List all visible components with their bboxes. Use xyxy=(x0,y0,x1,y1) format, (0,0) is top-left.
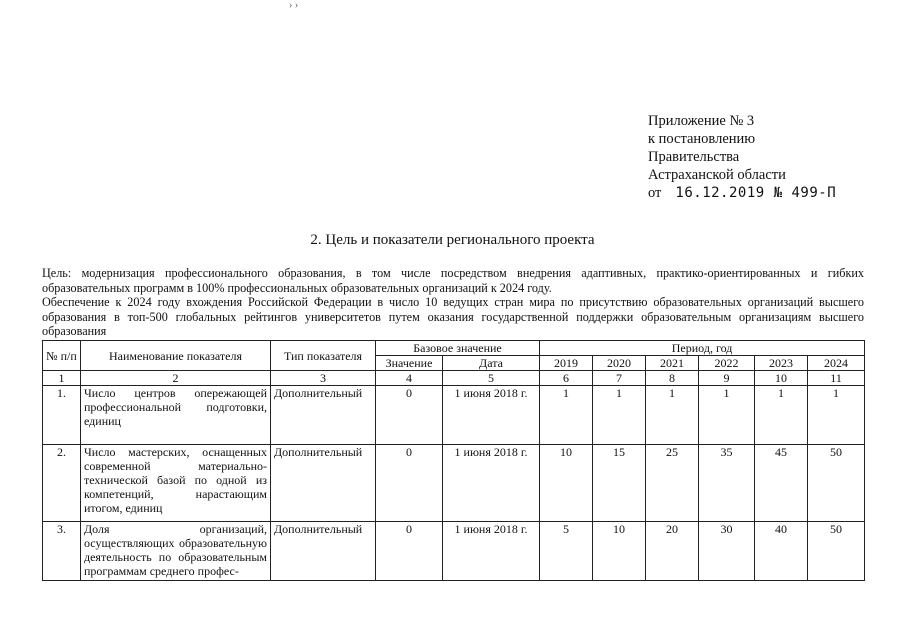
base-value: 0 xyxy=(376,522,443,581)
appendix-line-decree: к постановлению xyxy=(648,131,756,147)
header-date: Дата xyxy=(443,356,540,371)
year-value: 10 xyxy=(593,522,646,581)
appendix-date-number: 16.12.2019 № 499-П xyxy=(675,185,837,201)
column-number: 6 xyxy=(540,371,593,386)
base-value: 0 xyxy=(376,445,443,522)
column-number: 3 xyxy=(271,371,376,386)
appendix-dateline xyxy=(648,184,836,202)
year-value: 15 xyxy=(593,445,646,522)
year-value: 1 xyxy=(808,386,865,445)
year-value: 25 xyxy=(646,445,699,522)
appendix-title: Приложение № 3 xyxy=(648,113,755,129)
goal-paragraph-1: Цель: модернизация профессионального образования, в том числе посредством внедрения адаптивных, практико-ориентированных и гибких образовательных программ в 100% профессиональных образовательных организаций к 2024 году. xyxy=(42,266,864,295)
header-year: 2020 xyxy=(593,356,646,371)
year-value: 50 xyxy=(808,445,865,522)
table-row xyxy=(43,522,865,581)
appendix-line-government: Правительства xyxy=(648,149,740,165)
table-row xyxy=(43,386,865,445)
base-date: 1 июня 2018 г. xyxy=(443,386,540,445)
section-heading: 2. Цель и показатели регионального проекта xyxy=(310,232,595,248)
column-number: 4 xyxy=(376,371,443,386)
column-number: 2 xyxy=(81,371,271,386)
row-number: 1. xyxy=(43,386,81,445)
column-numbers-row xyxy=(43,371,865,386)
appendix-from-label: от xyxy=(648,185,662,201)
indicator-type: Дополнительный xyxy=(271,386,376,445)
header-base-value: Базовое значение xyxy=(376,341,540,356)
base-date: 1 июня 2018 г. xyxy=(443,445,540,522)
header-year: 2023 xyxy=(755,356,808,371)
row-number: 3. xyxy=(43,522,81,581)
year-value: 1 xyxy=(540,386,593,445)
base-value: 0 xyxy=(376,386,443,445)
goal-text xyxy=(42,266,864,339)
year-value: 1 xyxy=(593,386,646,445)
row-number: 2. xyxy=(43,445,81,522)
year-value: 1 xyxy=(646,386,699,445)
column-number: 7 xyxy=(593,371,646,386)
appendix-block xyxy=(648,112,836,202)
header-year: 2024 xyxy=(808,356,865,371)
table-row xyxy=(43,445,865,522)
page-bottom-margin xyxy=(0,596,905,640)
column-number: 10 xyxy=(755,371,808,386)
column-number: 11 xyxy=(808,371,865,386)
year-value: 1 xyxy=(755,386,808,445)
column-number: 1 xyxy=(43,371,81,386)
column-number: 5 xyxy=(443,371,540,386)
header-value: Значение xyxy=(376,356,443,371)
indicator-name: Число мастерских, оснащенных современной материально-технической базой по одной из компетенций, нарастающим итогом, единиц xyxy=(81,445,271,522)
year-value: 45 xyxy=(755,445,808,522)
column-number: 9 xyxy=(699,371,755,386)
year-value: 5 xyxy=(540,522,593,581)
base-date: 1 июня 2018 г. xyxy=(443,522,540,581)
header-year: 2022 xyxy=(699,356,755,371)
indicator-name: Число центров опережающей профессиональной подготовки, единиц xyxy=(81,386,271,445)
year-value: 20 xyxy=(646,522,699,581)
indicator-name: Доля организаций, осуществляющих образовательную деятельность по образовательным программам среднего профес- xyxy=(81,522,271,581)
year-value: 1 xyxy=(699,386,755,445)
header-year: 2021 xyxy=(646,356,699,371)
year-value: 30 xyxy=(699,522,755,581)
top-page-mark: › › xyxy=(289,0,299,11)
header-period: Период, год xyxy=(540,341,865,356)
appendix-line-region: Астраханской области xyxy=(648,167,786,183)
header-number: № п/п xyxy=(43,341,81,371)
goal-paragraph-2: Обеспечение к 2024 году вхождения Российской Федерации в число 10 ведущих стран мира по присутствию образовательных организаций высшего образования в топ-500 глобальных рейтингов университетов путем оказания государственной поддержки образовательным организациям высшего образования xyxy=(42,295,864,338)
column-number: 8 xyxy=(646,371,699,386)
year-value: 10 xyxy=(540,445,593,522)
year-value: 35 xyxy=(699,445,755,522)
indicator-type: Дополнительный xyxy=(271,445,376,522)
indicator-type: Дополнительный xyxy=(271,522,376,581)
year-value: 40 xyxy=(755,522,808,581)
indicators-table xyxy=(42,340,865,581)
year-value: 50 xyxy=(808,522,865,581)
header-indicator-type: Тип показателя xyxy=(271,341,376,371)
header-indicator-name: Наименование показателя xyxy=(81,341,271,371)
header-year: 2019 xyxy=(540,356,593,371)
